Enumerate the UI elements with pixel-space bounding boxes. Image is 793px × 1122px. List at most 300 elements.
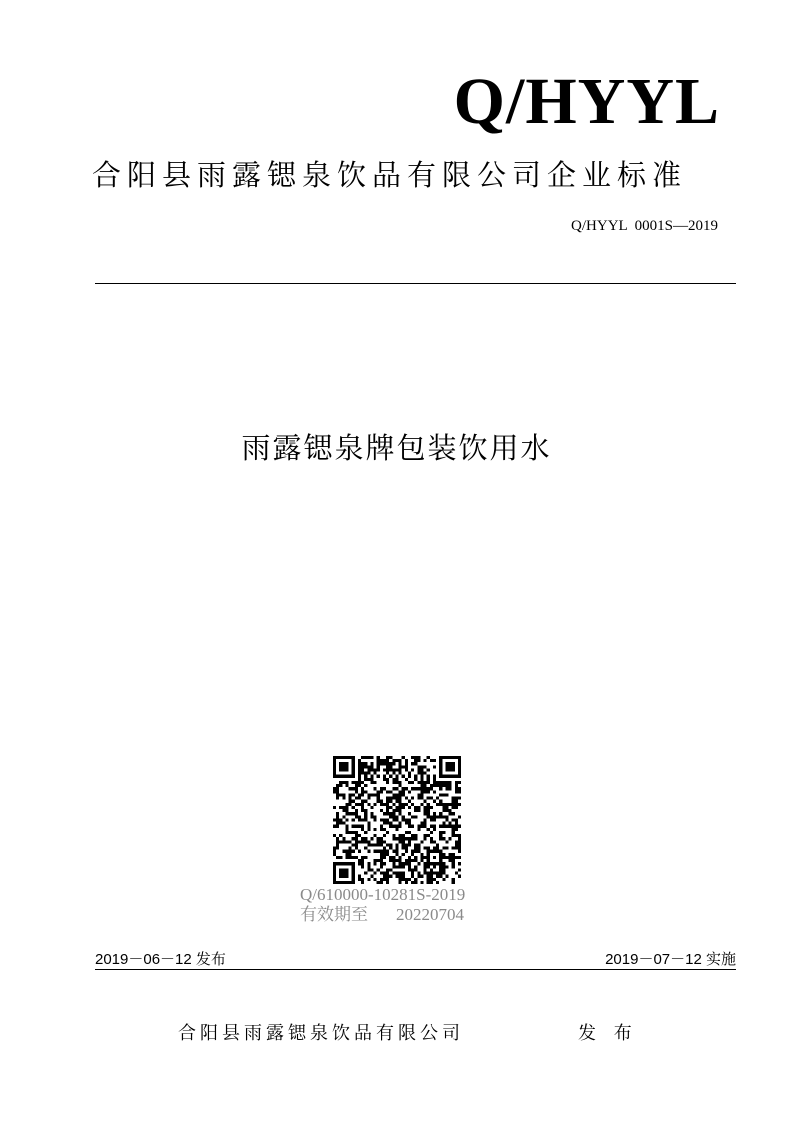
qr-module bbox=[392, 859, 395, 862]
qr-module bbox=[427, 862, 430, 865]
qr-module bbox=[430, 815, 433, 818]
qr-module bbox=[458, 837, 461, 840]
qr-module bbox=[458, 768, 461, 771]
qr-module bbox=[449, 787, 452, 790]
qr-module bbox=[355, 809, 358, 812]
qr-module bbox=[420, 768, 423, 771]
qr-module bbox=[352, 806, 355, 809]
qr-module bbox=[352, 831, 355, 834]
qr-module bbox=[402, 815, 405, 818]
qr-module bbox=[339, 806, 342, 809]
qr-module bbox=[345, 881, 348, 884]
qr-module bbox=[386, 809, 389, 812]
qr-module bbox=[345, 806, 348, 809]
qr-module bbox=[377, 790, 380, 793]
qr-module bbox=[364, 856, 367, 859]
qr-module bbox=[414, 847, 417, 850]
qr-module bbox=[430, 837, 433, 840]
qr-module bbox=[377, 868, 380, 871]
qr-module bbox=[455, 756, 458, 759]
qr-module bbox=[442, 856, 445, 859]
qr-module bbox=[358, 850, 361, 853]
qr-module bbox=[411, 815, 414, 818]
qr-module bbox=[380, 843, 383, 846]
qr-module bbox=[405, 768, 408, 771]
qr-module bbox=[336, 822, 339, 825]
qr-module bbox=[380, 865, 383, 868]
qr-module bbox=[383, 850, 386, 853]
qr-module bbox=[333, 865, 336, 868]
qr-module bbox=[414, 806, 417, 809]
qr-module bbox=[358, 803, 361, 806]
qr-module bbox=[367, 756, 370, 759]
qr-module bbox=[383, 853, 386, 856]
qr-module bbox=[408, 878, 411, 881]
qr-module bbox=[439, 856, 442, 859]
qr-module bbox=[349, 853, 352, 856]
qr-module bbox=[364, 756, 367, 759]
qr-module bbox=[439, 868, 442, 871]
qr-module bbox=[458, 775, 461, 778]
qr-module bbox=[458, 797, 461, 800]
qr-module bbox=[367, 828, 370, 831]
qr-module bbox=[336, 775, 339, 778]
qr-module bbox=[414, 759, 417, 762]
qr-module bbox=[439, 850, 442, 853]
qr-module bbox=[405, 759, 408, 762]
qr-module bbox=[392, 850, 395, 853]
qr-module bbox=[433, 818, 436, 821]
qr-module bbox=[420, 825, 423, 828]
qr-module bbox=[361, 803, 364, 806]
qr-module bbox=[374, 843, 377, 846]
qr-module bbox=[402, 837, 405, 840]
qr-module bbox=[414, 865, 417, 868]
qr-module bbox=[386, 843, 389, 846]
qr-module bbox=[439, 859, 442, 862]
qr-module bbox=[339, 875, 342, 878]
qr-module bbox=[430, 868, 433, 871]
qr-module bbox=[424, 784, 427, 787]
qr-module bbox=[345, 828, 348, 831]
qr-module bbox=[452, 856, 455, 859]
qr-module bbox=[452, 825, 455, 828]
qr-module bbox=[399, 762, 402, 765]
qr-module bbox=[345, 803, 348, 806]
qr-module bbox=[455, 847, 458, 850]
qr-module bbox=[364, 765, 367, 768]
qr-module bbox=[411, 787, 414, 790]
qr-module bbox=[370, 843, 373, 846]
qr-module bbox=[442, 853, 445, 856]
qr-module bbox=[352, 765, 355, 768]
qr-module bbox=[392, 778, 395, 781]
qr-module bbox=[405, 803, 408, 806]
qr-module bbox=[380, 878, 383, 881]
qr-module bbox=[386, 881, 389, 884]
qr-module bbox=[374, 834, 377, 837]
qr-module bbox=[452, 859, 455, 862]
qr-module bbox=[445, 825, 448, 828]
qr-module bbox=[355, 840, 358, 843]
qr-module bbox=[380, 872, 383, 875]
qr-module bbox=[383, 818, 386, 821]
qr-module bbox=[383, 834, 386, 837]
qr-module bbox=[430, 818, 433, 821]
qr-module bbox=[361, 790, 364, 793]
qr-module bbox=[336, 843, 339, 846]
qr-module bbox=[342, 809, 345, 812]
qr-module bbox=[449, 784, 452, 787]
qr-module bbox=[367, 862, 370, 865]
qr-module bbox=[361, 756, 364, 759]
standard-number: Q/HYYL 0001S—2019 bbox=[571, 218, 718, 234]
qr-module bbox=[367, 772, 370, 775]
qr-module bbox=[445, 840, 448, 843]
qr-module bbox=[436, 843, 439, 846]
qr-module bbox=[455, 800, 458, 803]
qr-module bbox=[339, 784, 342, 787]
qr-module bbox=[361, 818, 364, 821]
qr-module bbox=[352, 793, 355, 796]
qr-module bbox=[355, 812, 358, 815]
qr-module bbox=[336, 756, 339, 759]
qr-module bbox=[355, 834, 358, 837]
qr-module bbox=[458, 875, 461, 878]
qr-module bbox=[433, 765, 436, 768]
qr-module bbox=[355, 837, 358, 840]
qr-module bbox=[399, 825, 402, 828]
qr-module bbox=[455, 825, 458, 828]
qr-module bbox=[445, 781, 448, 784]
qr-module bbox=[358, 797, 361, 800]
qr-module bbox=[411, 825, 414, 828]
qr-module bbox=[439, 800, 442, 803]
qr-module bbox=[395, 797, 398, 800]
qr-module bbox=[352, 768, 355, 771]
qr-module bbox=[399, 797, 402, 800]
qr-module bbox=[439, 768, 442, 771]
qr-module bbox=[414, 843, 417, 846]
qr-module bbox=[389, 765, 392, 768]
filing-record-number: Q/610000-10281S-2019 bbox=[300, 885, 466, 904]
qr-module bbox=[449, 803, 452, 806]
qr-module bbox=[430, 787, 433, 790]
qr-module bbox=[336, 797, 339, 800]
qr-module bbox=[433, 800, 436, 803]
qr-code-icon bbox=[333, 756, 461, 884]
qr-module bbox=[345, 809, 348, 812]
qr-module bbox=[417, 759, 420, 762]
qr-module bbox=[349, 803, 352, 806]
qr-module bbox=[399, 809, 402, 812]
qr-module bbox=[439, 781, 442, 784]
qr-module bbox=[349, 797, 352, 800]
qr-module bbox=[395, 793, 398, 796]
qr-module bbox=[339, 781, 342, 784]
qr-module bbox=[380, 840, 383, 843]
qr-module bbox=[445, 806, 448, 809]
qr-module bbox=[399, 856, 402, 859]
qr-module bbox=[339, 762, 342, 765]
qr-module bbox=[383, 762, 386, 765]
qr-module bbox=[405, 765, 408, 768]
qr-module bbox=[445, 815, 448, 818]
qr-module bbox=[417, 793, 420, 796]
qr-module bbox=[361, 772, 364, 775]
qr-module bbox=[374, 803, 377, 806]
qr-module bbox=[433, 828, 436, 831]
qr-module bbox=[364, 809, 367, 812]
qr-module bbox=[408, 822, 411, 825]
qr-module bbox=[442, 784, 445, 787]
qr-module bbox=[355, 856, 358, 859]
qr-module bbox=[380, 762, 383, 765]
qr-module bbox=[342, 765, 345, 768]
qr-module bbox=[370, 793, 373, 796]
qr-module bbox=[395, 806, 398, 809]
qr-module bbox=[345, 768, 348, 771]
qr-module bbox=[358, 825, 361, 828]
qr-module bbox=[395, 815, 398, 818]
qr-module bbox=[452, 878, 455, 881]
qr-module bbox=[427, 850, 430, 853]
qr-module bbox=[452, 806, 455, 809]
qr-module bbox=[439, 772, 442, 775]
qr-module bbox=[355, 787, 358, 790]
qr-module bbox=[386, 759, 389, 762]
qr-module bbox=[389, 756, 392, 759]
qr-module bbox=[455, 872, 458, 875]
filing-valid-date: 20220704 bbox=[396, 905, 464, 924]
qr-module bbox=[386, 778, 389, 781]
qr-module bbox=[399, 878, 402, 881]
qr-module bbox=[417, 828, 420, 831]
qr-module bbox=[430, 850, 433, 853]
qr-module bbox=[439, 834, 442, 837]
qr-module bbox=[386, 853, 389, 856]
qr-module bbox=[383, 840, 386, 843]
qr-module bbox=[374, 781, 377, 784]
qr-module bbox=[336, 856, 339, 859]
qr-module bbox=[358, 834, 361, 837]
qr-module bbox=[455, 787, 458, 790]
qr-module bbox=[383, 775, 386, 778]
qr-module bbox=[333, 768, 336, 771]
qr-module bbox=[445, 762, 448, 765]
qr-module bbox=[361, 865, 364, 868]
qr-module bbox=[427, 815, 430, 818]
qr-module bbox=[458, 756, 461, 759]
company-standard-heading: 合阳县雨露锶泉饮品有限公司企业标准 bbox=[92, 158, 688, 192]
qr-module bbox=[420, 787, 423, 790]
qr-module bbox=[380, 837, 383, 840]
qr-module bbox=[452, 847, 455, 850]
qr-module bbox=[414, 850, 417, 853]
qr-module bbox=[439, 775, 442, 778]
qr-module bbox=[336, 787, 339, 790]
qr-module bbox=[414, 881, 417, 884]
qr-module bbox=[386, 878, 389, 881]
qr-module bbox=[389, 790, 392, 793]
qr-module bbox=[458, 765, 461, 768]
qr-module bbox=[342, 837, 345, 840]
qr-module bbox=[402, 872, 405, 875]
qr-module bbox=[427, 809, 430, 812]
qr-module bbox=[405, 818, 408, 821]
qr-module bbox=[452, 853, 455, 856]
qr-module bbox=[455, 806, 458, 809]
qr-module bbox=[389, 859, 392, 862]
qr-module bbox=[370, 765, 373, 768]
qr-module bbox=[355, 803, 358, 806]
qr-module bbox=[358, 840, 361, 843]
qr-module bbox=[439, 865, 442, 868]
publisher-name: 合阳县雨露锶泉饮品有限公司 bbox=[178, 1023, 464, 1044]
qr-module bbox=[355, 781, 358, 784]
qr-module bbox=[449, 809, 452, 812]
qr-module bbox=[333, 850, 336, 853]
qr-module bbox=[436, 872, 439, 875]
qr-module bbox=[364, 778, 367, 781]
qr-module bbox=[361, 825, 364, 828]
qr-module bbox=[336, 812, 339, 815]
qr-module bbox=[449, 837, 452, 840]
qr-module bbox=[377, 765, 380, 768]
qr-module bbox=[352, 881, 355, 884]
qr-module bbox=[367, 868, 370, 871]
qr-module bbox=[349, 793, 352, 796]
qr-module bbox=[433, 781, 436, 784]
qr-module bbox=[339, 872, 342, 875]
qr-module bbox=[452, 828, 455, 831]
qr-module bbox=[452, 797, 455, 800]
qr-module bbox=[433, 847, 436, 850]
qr-module bbox=[399, 768, 402, 771]
qr-module bbox=[380, 856, 383, 859]
qr-module bbox=[374, 793, 377, 796]
qr-module bbox=[358, 768, 361, 771]
qr-module bbox=[352, 868, 355, 871]
qr-module bbox=[392, 825, 395, 828]
qr-module bbox=[420, 790, 423, 793]
date-divider bbox=[95, 969, 736, 970]
qr-module bbox=[402, 793, 405, 796]
qr-module bbox=[374, 787, 377, 790]
qr-module bbox=[433, 784, 436, 787]
qr-module bbox=[383, 862, 386, 865]
qr-module bbox=[361, 809, 364, 812]
qr-module bbox=[455, 840, 458, 843]
qr-module bbox=[455, 856, 458, 859]
qr-module bbox=[414, 837, 417, 840]
qr-module bbox=[414, 778, 417, 781]
qr-module bbox=[386, 875, 389, 878]
qr-module bbox=[439, 831, 442, 834]
qr-module bbox=[424, 781, 427, 784]
qr-module bbox=[442, 822, 445, 825]
qr-module bbox=[408, 790, 411, 793]
qr-module bbox=[433, 778, 436, 781]
qr-module bbox=[408, 862, 411, 865]
qr-module bbox=[386, 772, 389, 775]
qr-module bbox=[452, 762, 455, 765]
qr-module bbox=[361, 762, 364, 765]
qr-module bbox=[392, 781, 395, 784]
qr-module bbox=[430, 784, 433, 787]
qr-module bbox=[445, 768, 448, 771]
qr-module bbox=[439, 803, 442, 806]
qr-module bbox=[392, 793, 395, 796]
qr-module bbox=[345, 872, 348, 875]
qr-module bbox=[452, 756, 455, 759]
qr-module bbox=[386, 818, 389, 821]
qr-module bbox=[411, 803, 414, 806]
qr-module bbox=[445, 756, 448, 759]
qr-module bbox=[389, 868, 392, 871]
qr-module bbox=[333, 762, 336, 765]
document-title: 雨露锶泉牌包装饮用水 bbox=[241, 431, 552, 465]
qr-module bbox=[386, 868, 389, 871]
qr-module bbox=[405, 797, 408, 800]
qr-module bbox=[374, 815, 377, 818]
qr-module bbox=[392, 837, 395, 840]
qr-module bbox=[349, 856, 352, 859]
qr-module bbox=[364, 831, 367, 834]
qr-module bbox=[420, 875, 423, 878]
qr-module bbox=[458, 840, 461, 843]
qr-module bbox=[352, 872, 355, 875]
qr-module bbox=[342, 822, 345, 825]
qr-module bbox=[445, 875, 448, 878]
qr-module bbox=[380, 787, 383, 790]
qr-module bbox=[395, 865, 398, 868]
qr-module bbox=[333, 818, 336, 821]
qr-module bbox=[336, 815, 339, 818]
qr-module bbox=[436, 847, 439, 850]
qr-module bbox=[336, 881, 339, 884]
qr-module bbox=[405, 822, 408, 825]
qr-module bbox=[399, 790, 402, 793]
qr-module bbox=[402, 765, 405, 768]
qr-module bbox=[380, 828, 383, 831]
qr-module bbox=[414, 856, 417, 859]
qr-module bbox=[399, 822, 402, 825]
qr-module bbox=[370, 768, 373, 771]
qr-module bbox=[349, 812, 352, 815]
qr-module bbox=[458, 781, 461, 784]
qr-module bbox=[420, 778, 423, 781]
qr-module bbox=[427, 865, 430, 868]
qr-module bbox=[439, 756, 442, 759]
qr-module bbox=[424, 800, 427, 803]
qr-module bbox=[333, 881, 336, 884]
qr-module bbox=[408, 865, 411, 868]
qr-module bbox=[458, 850, 461, 853]
qr-module bbox=[395, 800, 398, 803]
qr-module bbox=[430, 806, 433, 809]
qr-module bbox=[405, 862, 408, 865]
qr-module bbox=[383, 878, 386, 881]
qr-module bbox=[427, 781, 430, 784]
qr-module bbox=[392, 797, 395, 800]
qr-module bbox=[417, 756, 420, 759]
qr-module bbox=[399, 837, 402, 840]
qr-module bbox=[345, 825, 348, 828]
qr-module bbox=[445, 803, 448, 806]
qr-module bbox=[408, 781, 411, 784]
qr-module bbox=[333, 847, 336, 850]
